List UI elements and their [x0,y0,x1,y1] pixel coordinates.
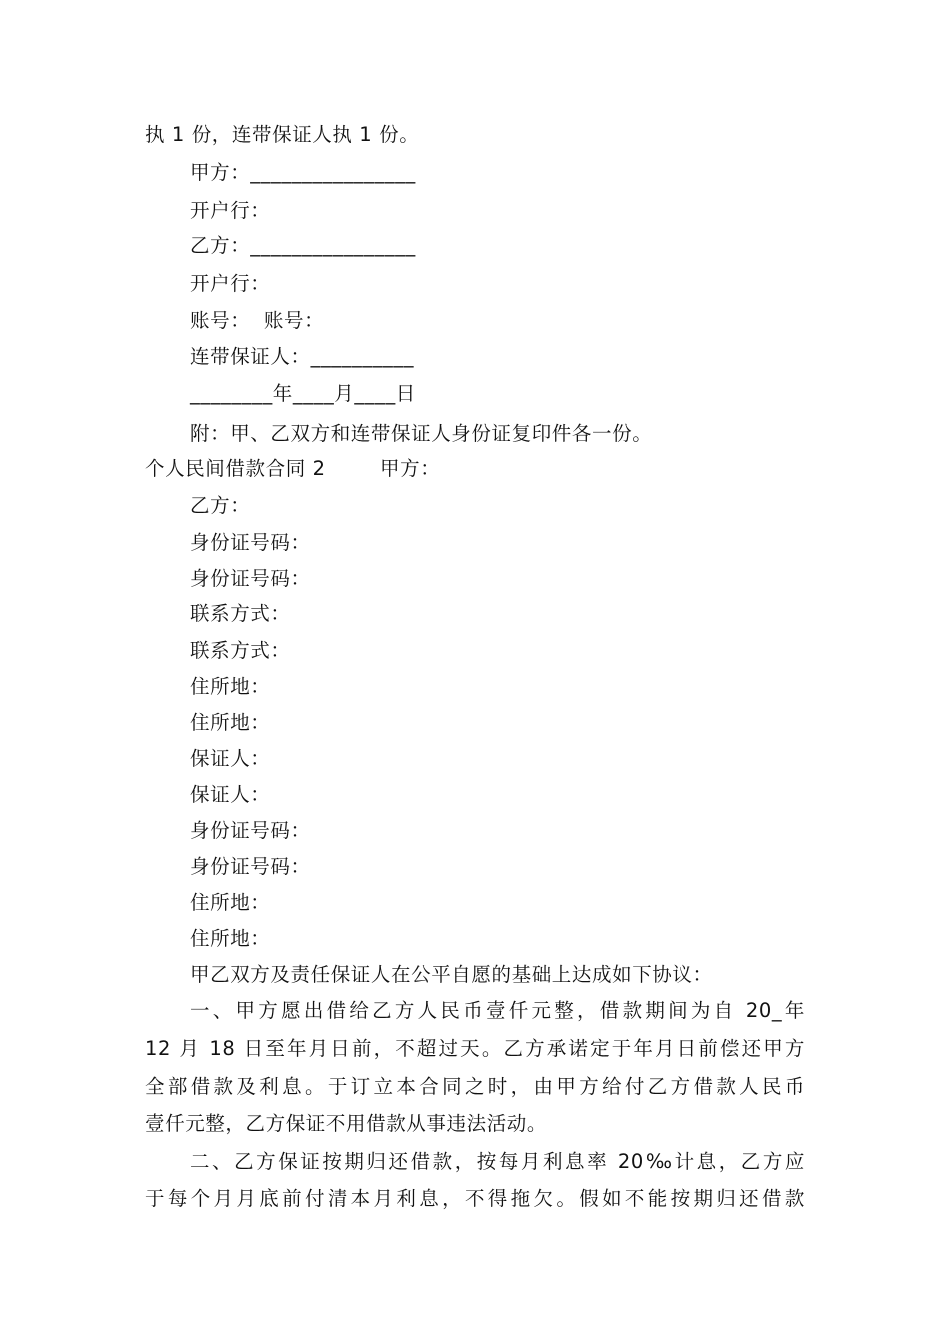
date-line: ________年____月____日 [190,382,416,405]
address-field: 住所地： [190,927,271,950]
id-number-field: 身份证号码： [190,855,311,878]
attachment-note: 附：甲、乙双方和连带保证人身份证复印件各一份。 [190,422,653,445]
address-field: 住所地： [190,891,271,914]
party-b-signature-line: 乙方：________________ [190,234,416,257]
copies-clause-text: 执 1 份，连带保证人执 1 份。 [145,123,420,146]
guarantor-signature-line: 连带保证人：__________ [190,345,415,368]
id-number-field: 身份证号码： [190,531,311,554]
contact-field: 联系方式： [190,639,291,662]
clause-two-line-2: 于每个月月底前付清本月利息，不得拖欠。假如不能按期归还借款 [145,1187,805,1210]
clause-one-line-4: 壹仟元整，乙方保证不用借款从事违法活动。 [145,1112,548,1135]
party-b-field: 乙方： [190,494,251,517]
party-a-bank-line: 开户行： [190,199,271,222]
guarantor-field: 保证人： [190,747,271,770]
clause-one-line-3: 全部借款及利息。于订立本合同之时，由甲方给付乙方借款人民币 [145,1075,805,1098]
party-b-bank-line: 开户行： [190,272,271,295]
party-a-signature-line: 甲方：________________ [190,161,416,184]
address-field: 住所地： [190,675,271,698]
contact-field: 联系方式： [190,602,291,625]
address-field: 住所地： [190,711,271,734]
id-number-field: 身份证号码： [190,567,311,590]
id-number-field: 身份证号码： [190,819,311,842]
agreement-intro: 甲乙双方及责任保证人在公平自愿的基础上达成如下协议： [190,963,713,986]
account-number-line: 账号： 账号： [190,309,325,332]
contract-title-line: 个人民间借款合同 2 甲方： [145,457,441,480]
clause-one-line-2: 12 月 18 日至年月日前，不超过天。乙方承诺定于年月日前偿还甲方 [145,1037,805,1060]
clause-one-line-1: 一、甲方愿出借给乙方人民币壹仟元整，借款期间为自 20_年 [190,999,805,1022]
clause-two-line-1: 二、乙方保证按期归还借款，按每月利息率 20‰计息，乙方应 [190,1150,805,1173]
guarantor-field: 保证人： [190,783,271,806]
